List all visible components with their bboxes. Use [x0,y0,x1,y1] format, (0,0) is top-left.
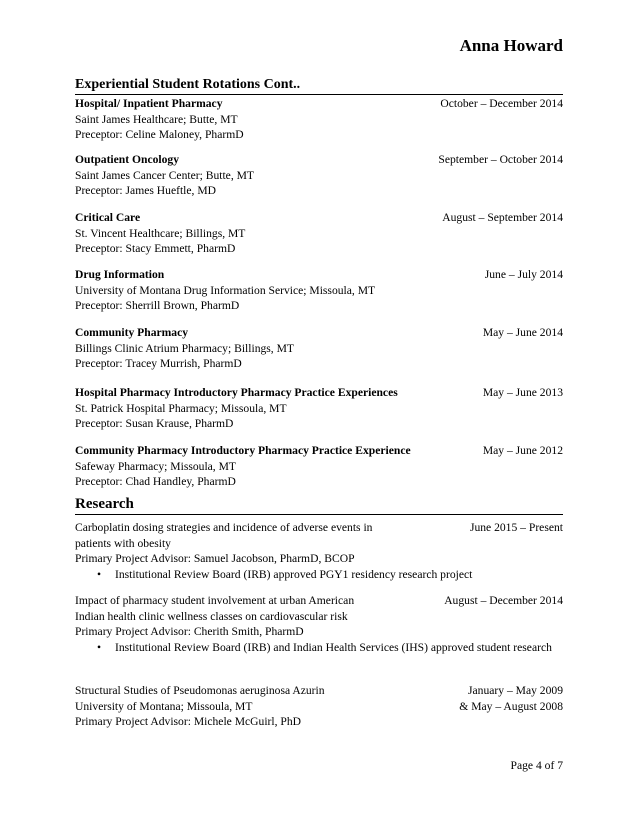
rotation-preceptor: Preceptor: Sherrill Brown, PharmD [75,299,240,313]
research-institution: University of Montana; Missoula, MT [75,699,253,713]
rotation-date: May – June 2013 [482,386,563,399]
rotation-preceptor: Preceptor: Susan Krause, PharmD [75,417,234,431]
research-bullets [75,567,563,583]
rotation-title: Critical Care [75,211,141,224]
research-entry [75,683,563,730]
rotation-date: August – September 2014 [442,211,563,224]
list-item: • Institutional Review Board (IRB) approved PGY1 residency research project [97,567,473,581]
rotation-preceptor: Preceptor: James Hueftle, MD [75,184,217,198]
rotation-preceptor: Preceptor: Celine Maloney, PharmD [75,128,244,142]
rotation-entry [75,267,563,314]
research-title: Carboplatin dosing strategies and incidence of adverse events in [75,521,373,534]
rotation-entry [75,210,563,257]
rotation-date: October – December 2014 [440,97,563,110]
research-date: January – May 2009 [468,684,563,697]
rotation-title: Community Pharmacy Introductory Pharmacy Practice Experience [75,444,411,457]
rotation-title: Outpatient Oncology [75,153,180,166]
rotation-preceptor: Preceptor: Tracey Murrish, PharmD [75,357,242,371]
page-number: Page 4 of 7 [510,759,563,772]
research-date-2: & May – August 2008 [459,699,563,713]
rotation-site: Safeway Pharmacy; Missoula, MT [75,459,236,473]
rotation-entry [75,443,563,490]
rotation-title: Hospital Pharmacy Introductory Pharmacy Practice Experiences [75,386,398,399]
research-advisor: Primary Project Advisor: Cherith Smith, PharmD [75,625,304,639]
list-item: • Institutional Review Board (IRB) and Indian Health Services (IHS) approved student research [97,640,552,654]
rotation-entry [75,385,563,432]
research-advisor: Primary Project Advisor: Samuel Jacobson, PharmD, BCOP [75,552,355,566]
rotation-date: September – October 2014 [438,153,563,166]
rotation-site: St. Vincent Healthcare; Billings, MT [75,226,246,240]
rotation-site: Saint James Cancer Center; Butte, MT [75,168,255,182]
research-title: Impact of pharmacy student involvement at urban American [75,594,355,607]
research-bullets [75,640,563,656]
rotation-preceptor: Preceptor: Stacy Emmett, PharmD [75,242,236,256]
bullet-icon: • [97,640,102,654]
rotation-entry [75,96,563,143]
research-section-title: Research [75,496,563,515]
rotation-date: May – June 2014 [482,326,563,339]
rotation-entry [75,325,563,372]
candidate-name: Anna Howard [459,36,563,55]
rotation-title: Community Pharmacy [75,326,189,339]
rotation-date: May – June 2012 [482,444,563,457]
rotation-title: Drug Information [75,268,165,281]
research-title: Structural Studies of Pseudomonas aeruginosa Azurin [75,684,325,697]
research-title-cont: patients with obesity [75,536,171,550]
rotation-entry [75,152,563,199]
research-entry [75,593,563,655]
research-advisor: Primary Project Advisor: Michele McGuirl, PhD [75,715,302,729]
rotation-preceptor: Preceptor: Chad Handley, PharmD [75,475,236,489]
research-title-cont: Indian health clinic wellness classes on cardiovascular risk [75,609,348,623]
research-entry [75,520,563,582]
bullet-icon: • [97,567,102,581]
rotation-site: Saint James Healthcare; Butte, MT [75,112,238,126]
research-date: August – December 2014 [444,594,563,607]
rotation-site: St. Patrick Hospital Pharmacy; Missoula, MT [75,401,287,415]
research-date: June 2015 – Present [469,521,563,534]
rotation-site: University of Montana Drug Information Service; Missoula, MT [75,283,376,297]
rotation-site: Billings Clinic Atrium Pharmacy; Billings, MT [75,341,294,355]
rotation-date: June – July 2014 [484,268,563,281]
rotations-section-title: Experiential Student Rotations Cont.. [75,77,563,95]
rotation-title: Hospital/ Inpatient Pharmacy [75,97,223,110]
